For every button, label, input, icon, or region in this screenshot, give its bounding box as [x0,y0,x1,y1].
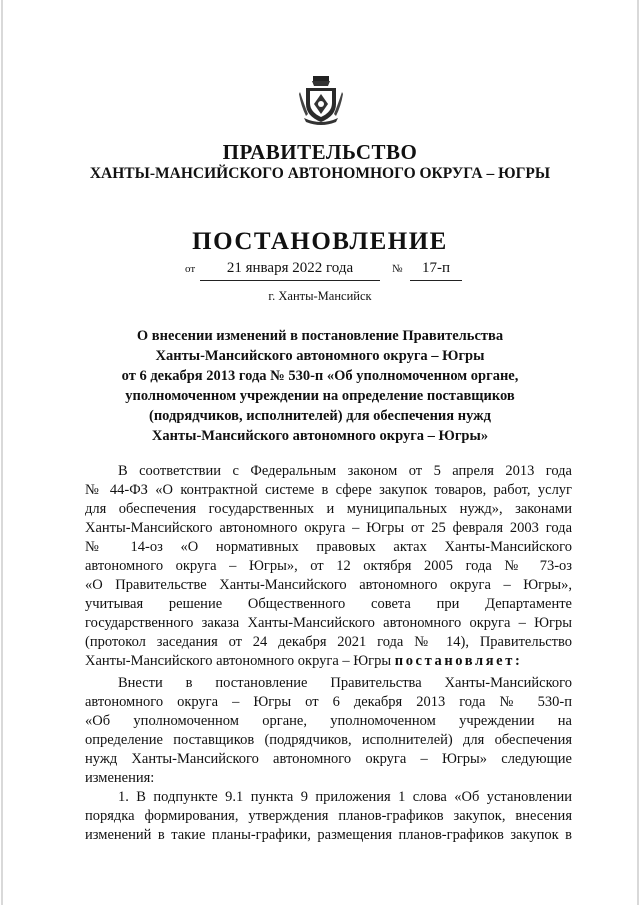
article-line: определение поставщиков (подрядчиков, исполнителей) для обеспечения [85,732,572,748]
preamble-line: для обеспечения государственных и муниципальных нужд», законами [85,501,572,517]
number-prefix: № [392,263,403,275]
article-line: «Об уполномоченном органе, уполномоченном учреждении на [85,713,572,729]
article-line: изменений в такие планы-графики, размещения планов-графиков закупок в [85,827,572,843]
article-line: 1. В подпункте 9.1 пункта 9 приложения 1 слова «Об установлении [118,789,572,805]
resolves-word: постановляет: [394,653,523,669]
preamble-last-text: Ханты-Мансийского автономного округа – Югры [85,653,392,669]
article-paragraph [85,674,572,845]
document-number: 17-п [410,258,462,281]
title-line: от 6 декабря 2013 года № 530-п «Об уполномоченном органе, [121,368,519,384]
preamble-line: № 44-ФЗ «О контрактной системе в сфере закупок товаров, работ, услуг [85,482,572,498]
region-heading: ХАНТЫ-МАНСИЙСКОГО АВТОНОМНОГО ОКРУГА – ЮГРЫ [89,165,551,182]
title-line: Ханты-Мансийского автономного округа – Югры [155,348,485,364]
government-heading: ПРАВИТЕЛЬСТВО [222,140,418,164]
preamble-line: В соответствии с Федеральным законом от 5 апреля 2013 года [118,463,572,479]
preamble-line: учитывая решение Общественного совета при Департаменте [85,596,572,612]
article-line: Внести в постановление Правительства Ханты-Мансийского [118,675,572,691]
preamble-line: (протокол заседания от 24 декабря 2021 года № 14), Правительство [85,634,572,650]
preamble-line: «О Правительстве Ханты-Мансийского автономного округа – Югры», [85,577,572,593]
preamble-last-line [85,652,572,671]
preamble-line: автономного округа – Югры», от 12 октября 2005 года № 73-оз [85,558,572,574]
article-line: изменения: [85,770,155,786]
title-line: Ханты-Мансийского автономного округа – Югры» [151,428,489,444]
title-line: (подрядчиков, исполнителей) для обеспечения нужд [148,408,492,424]
title-line: О внесении изменений в постановление Правительства [136,328,504,344]
preamble-paragraph [85,462,572,671]
title-line: уполномоченном учреждении на определение поставщиков [125,388,515,404]
document-title [95,326,545,446]
article-line: автономного округа – Югры от 6 декабря 2013 года № 530-п [85,694,572,710]
preamble-line: Ханты-Мансийского автономного округа – Югры от 25 февраля 2003 года [85,520,572,536]
coat-of-arms-icon [298,74,344,126]
preamble-line: государственного заказа Ханты-Мансийского автономного округа – Югры [85,615,572,631]
date-prefix: от [185,263,196,275]
city: г. Ханты-Мансийск [268,289,372,303]
scan-edge-right [637,0,639,905]
document-date: 21 января 2022 года [200,258,380,281]
article-line: нужд Ханты-Мансийского автономного округа – Югры» следующие [85,751,572,767]
document-type: ПОСТАНОВЛЕНИЕ [192,228,448,255]
article-line: порядка формирования, утверждения планов-графиков закупок, внесения [85,808,572,824]
scan-edge-left [1,0,3,905]
preamble-line: № 14-оз «О нормативных правовых актах Ханты-Мансийского [85,539,572,555]
